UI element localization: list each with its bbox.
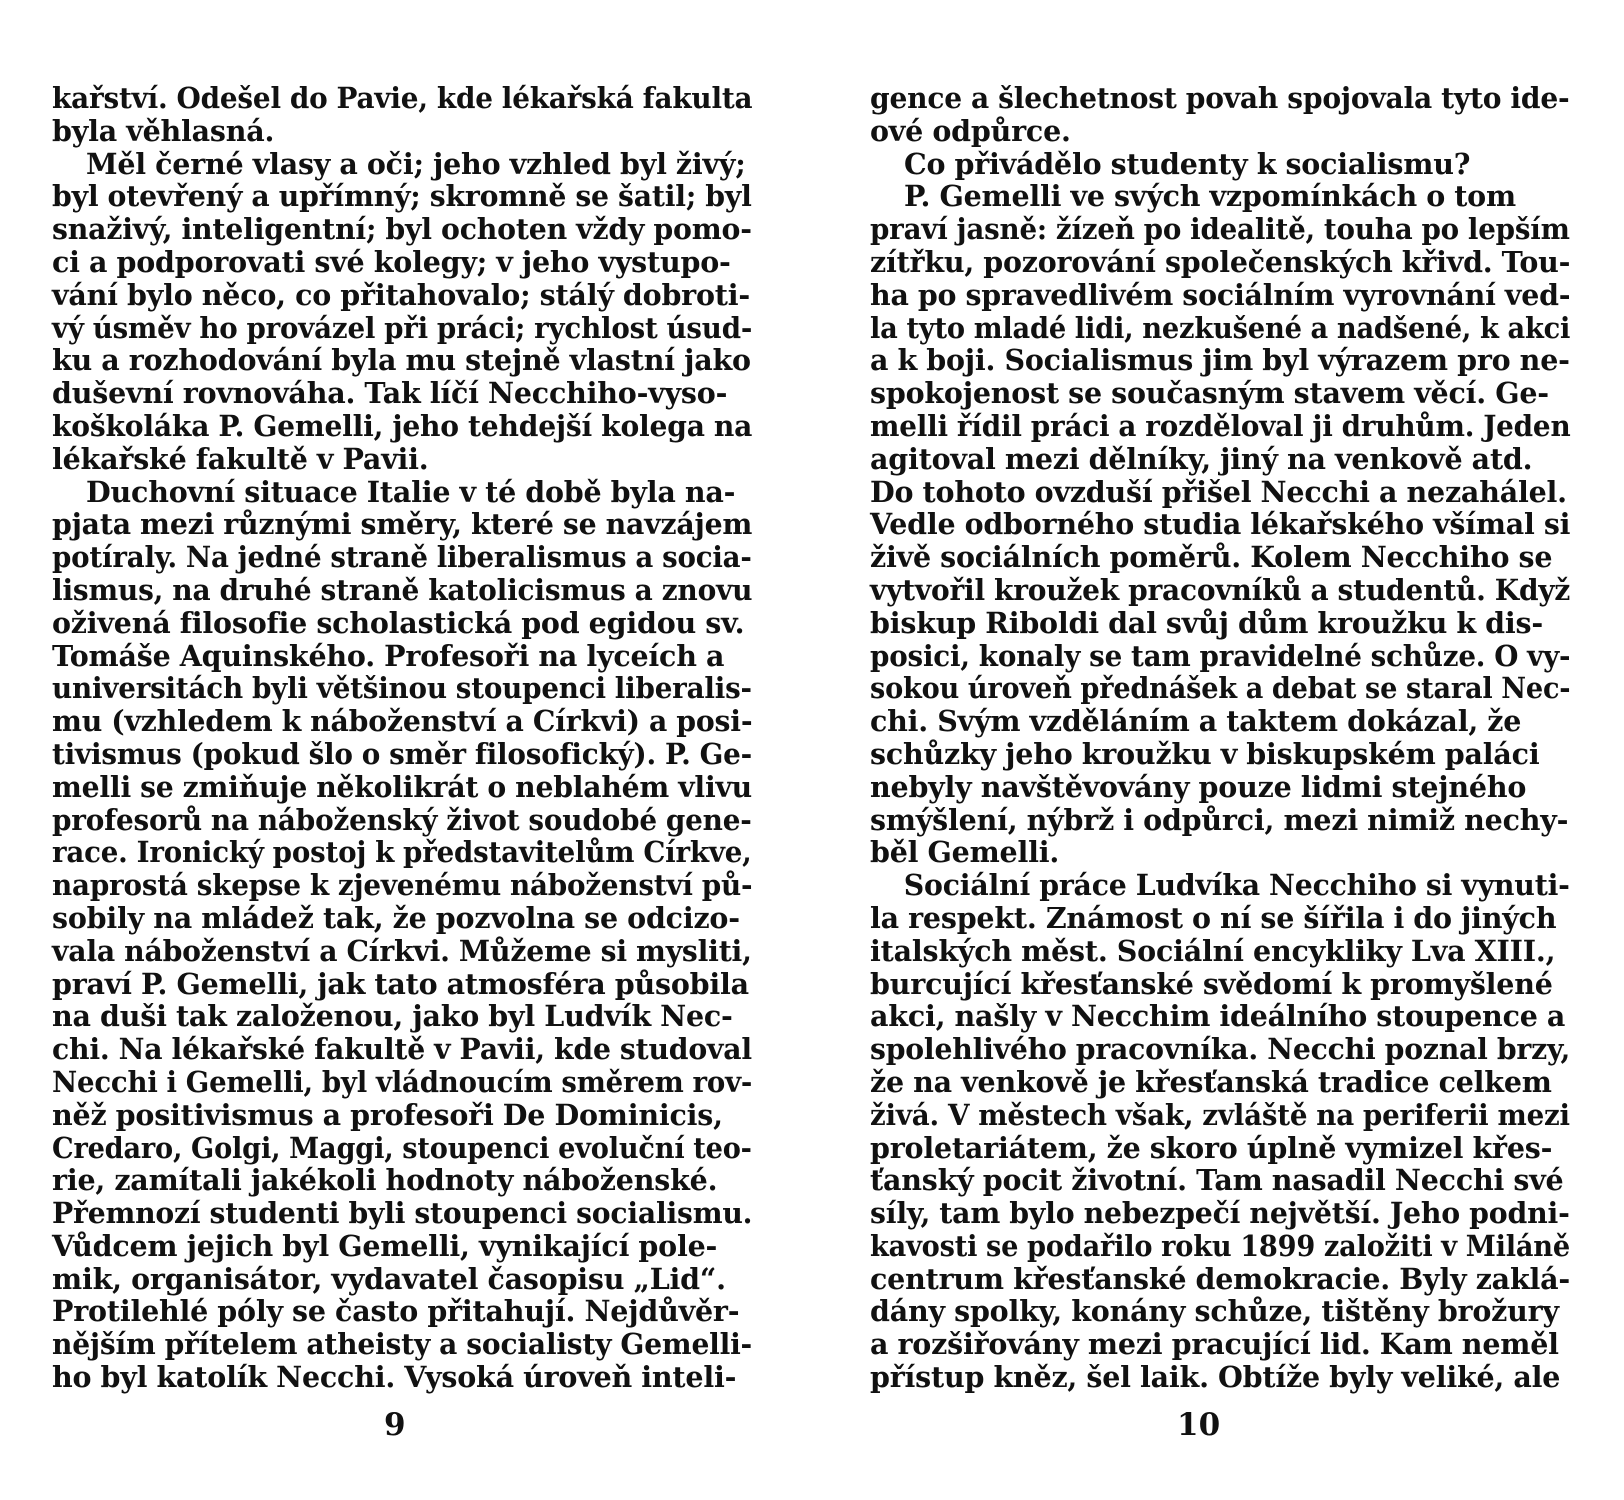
text-line: běl Gemelli. [870, 835, 1060, 870]
text-line: melli řídil práci a rozděloval ji druhům. Jeden [870, 408, 1571, 443]
text-line: schůzky jeho kroužku v biskupském paláci [870, 736, 1540, 771]
text-line: že na venkově je křesťanská tradice celkem [870, 1064, 1552, 1099]
text-line: Vůdcem jejich byl Gemelli, vynikající pole- [52, 1228, 718, 1263]
text-line: sobily na mládež tak, že pozvolna se odcizo- [52, 900, 740, 935]
text-line: gence a šlechetnost povah spojovala tyto ide- [870, 81, 1570, 115]
text-line: akci, našly v Necchim ideálního stoupence a [870, 999, 1566, 1034]
left-page [52, 82, 752, 1394]
text-line: proletariátem, že skoro úplně vymizel křes- [870, 1130, 1553, 1165]
text-line: Necchi i Gemelli, byl vládnoucím směrem rov- [52, 1064, 753, 1099]
text-line: Sociální práce Ludvíka Necchiho si vynuti- [903, 868, 1570, 903]
text-line: vání bylo něco, co přitahovalo; stálý dobroti- [52, 277, 751, 312]
text-line: smýšlení, nýbrž i odpůrci, mezi nimiž nechy- [870, 802, 1569, 837]
text-line: duševní rovnováha. Tak líčí Necchiho-vyso- [52, 376, 728, 411]
text-line: Měl černé vlasy a oči; jeho vzhled byl živý; [86, 146, 746, 181]
text-line: ci a podporovati své kolegy; v jeho vystupo- [52, 244, 731, 279]
text-line: burcující křesťanské svědomí k promyšlené [870, 966, 1553, 1001]
text-line: Duchovní situace Italie v té době byla na- [86, 474, 736, 509]
text-line: Vedle odborného studia lékařského všímal si [870, 507, 1571, 542]
text-line: vala náboženství a Církvi. Můžeme si mysliti, [52, 933, 752, 968]
text-line: centrum křesťanské demokracie. Byly zaklá- [870, 1261, 1571, 1296]
text-line: kařství. Odešel do Pavie, kde lékařská fakulta [52, 81, 753, 115]
text-line: vý úsměv ho provázel při práci; rychlost úsud- [52, 310, 753, 345]
text-line: la respekt. Známost o ní se šířila i do jiných [870, 900, 1557, 935]
text-line: živá. V městech však, zvláště na periferii mezi [870, 1097, 1570, 1132]
text-line: sokou úroveň přednášek a debat se staral Nec- [870, 671, 1571, 706]
text-line: spokojenost se současným stavem věcí. Ge- [870, 376, 1549, 411]
right-page-text [870, 82, 1570, 1394]
text-line: síly, tam bylo nebezpečí největší. Jeho podni- [870, 1196, 1570, 1231]
text-line: byla věhlasná. [52, 113, 275, 148]
text-line: a k boji. Socialismus jim byl výrazem pro ne- [870, 343, 1570, 378]
text-line: nějším přítelem atheisty a socialisty Gemelli- [52, 1327, 753, 1362]
text-line: praví jasně: žízeň po idealitě, touha po lepším [870, 212, 1570, 247]
text-line: vytvořil kroužek pracovníků a studentů. Když [870, 572, 1571, 607]
text-line: lékařské fakultě v Pavii. [52, 441, 429, 476]
text-line: universitách byli většinou stoupenci liberalis- [52, 671, 752, 706]
text-line: tivismus (pokud šlo o směr filosofický). P. Ge- [52, 736, 753, 771]
right-page-number: 10 [1177, 1407, 1221, 1443]
text-line: rie, zamítali jakékoli hodnoty náboženské. [52, 1163, 718, 1198]
text-line: Credaro, Golgi, Maggi, stoupenci evoluční teo- [52, 1130, 752, 1165]
text-line: praví P. Gemelli, jak tato atmosféra působila [52, 966, 749, 1001]
text-line: dány spolky, konány schůze, tištěny brožury [870, 1294, 1559, 1329]
text-line: Tomáše Aquinského. Profesoři na lyceích a [52, 638, 725, 673]
text-line: kavosti se podařilo roku 1899 založiti v Miláně [870, 1228, 1570, 1263]
text-line: nebyly navštěvovány pouze lidmi stejného [870, 769, 1527, 804]
text-line: něž positivismus a profesoři De Dominicis, [52, 1097, 723, 1132]
text-line: oživená filosofie scholastická pod egidou sv. [52, 605, 745, 640]
text-line: profesorů na náboženský život soudobé gene- [52, 802, 752, 837]
text-line: Co přivádělo studenty k socialismu? [904, 146, 1471, 181]
text-line: biskup Riboldi dal svůj dům kroužku k dis- [870, 605, 1543, 640]
text-line: la tyto mladé lidi, nezkušené a nadšené, k akci [870, 310, 1571, 345]
text-line: ťanský pocit životní. Tam nasadil Necchi své [870, 1163, 1564, 1198]
left-page-text [52, 82, 752, 1394]
text-line: melli se zmiňuje několikrát o neblahém vlivu [52, 769, 752, 804]
right-page [870, 82, 1570, 1394]
text-line: lismus, na druhé straně katolicismus a znovu [52, 572, 753, 607]
text-line: mu (vzhledem k náboženství a Církvi) a posi- [52, 704, 753, 739]
text-line: spolehlivého pracovníka. Necchi poznal brzy, [870, 1032, 1571, 1067]
text-line: race. Ironický postoj k představitelům Církve, [52, 835, 752, 870]
text-line: živě sociálních poměrů. Kolem Necchiho se [870, 540, 1553, 575]
left-page-number: 9 [384, 1407, 406, 1443]
text-line: přístup kněz, šel laik. Obtíže byly veliké, ale [870, 1360, 1561, 1395]
text-line: posici, konaly se tam pravidelné schůze. O vy- [870, 638, 1571, 673]
text-line: byl otevřený a upřímný; skromně se šatil; byl [52, 179, 752, 214]
text-line: mik, organisátor, vydavatel časopisu „Lid“. [52, 1261, 726, 1296]
text-line: ové odpůrce. [870, 113, 1071, 148]
text-line: pjata mezi různými směry, které se navzájem [52, 507, 753, 542]
text-line: koškoláka P. Gemelli, jeho tehdejší kolega na [52, 408, 753, 443]
text-line: snaživý, inteligentní; byl ochoten vždy pomo- [52, 212, 752, 247]
text-line: Přemnozí studenti byli stoupenci socialismu. [52, 1196, 753, 1231]
text-line: potíraly. Na jedné straně liberalismus a socia- [52, 540, 752, 575]
text-line: P. Gemelli ve svých vzpomínkách o tom [904, 179, 1516, 214]
text-line: Do tohoto ovzduší přišel Necchi a nezahálel. [870, 474, 1567, 509]
text-line: chi. Na lékařské fakultě v Pavii, kde studoval [52, 1032, 752, 1067]
text-line: italských měst. Sociální encykliky Lva XIII., [870, 933, 1556, 968]
text-line: naprostá skepse k zjevenému náboženství pů- [52, 868, 753, 903]
text-line: na duši tak založenou, jako byl Ludvík Nec- [52, 999, 733, 1034]
text-line: ho byl katolík Necchi. Vysoká úroveň inteli- [52, 1360, 737, 1395]
text-line: Protilehlé póly se často přitahují. Nejdůvěr- [52, 1294, 740, 1329]
text-line: a rozšiřovány mezi pracující lid. Kam neměl [870, 1327, 1559, 1362]
text-line: agitoval mezi dělníky, jiný na venkově atd. [870, 441, 1533, 476]
text-line: ku a rozhodování byla mu stejně vlastní jako [52, 343, 751, 378]
text-line: chi. Svým vzděláním a taktem dokázal, že [870, 704, 1522, 739]
text-line: zítřku, pozorování společenských křivd. Tou- [870, 244, 1571, 279]
text-line: ha po spravedlivém sociálním vyrovnání ved- [870, 277, 1571, 312]
